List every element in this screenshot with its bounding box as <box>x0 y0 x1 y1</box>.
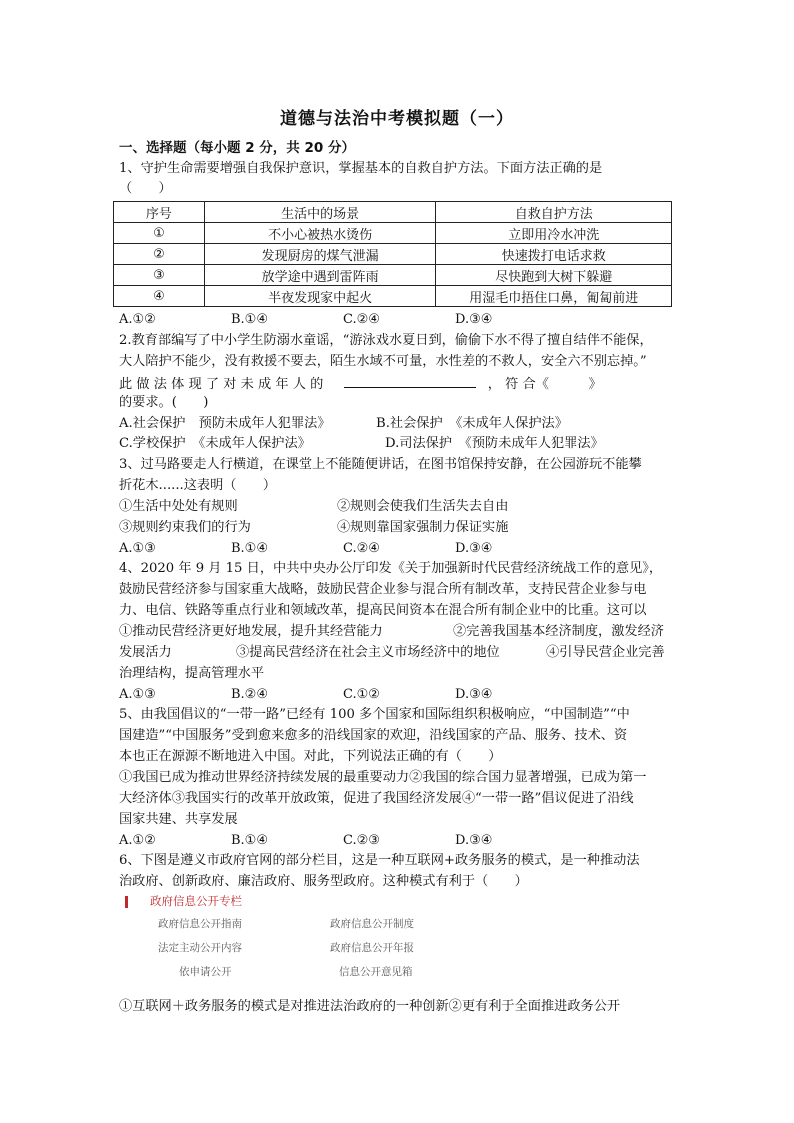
option-d[interactable]: D.③④ <box>455 687 493 702</box>
q4-line: 鼓励民营经济参与国家重大战略，鼓励民营企业参与混合所有制改革，支持民营企业参与电 <box>119 582 647 597</box>
statement: ③提高民营经济在社会主义市场经济中的地位 <box>236 645 500 660</box>
statement: ③规则约束我们的行为 <box>119 520 251 535</box>
q3-options <box>119 540 679 558</box>
q2-line <box>119 373 602 395</box>
table-cell: 放学途中遇到雷阵雨 <box>204 265 436 286</box>
portal-link-application[interactable]: 依申请公开 <box>179 966 232 978</box>
q3-line: 折花木......这表明（ ） <box>119 478 277 493</box>
q4-line: 治理结构，提高管理水平 <box>119 666 265 681</box>
table-cell: 不小心被热水烫伤 <box>204 223 436 244</box>
q1-options <box>119 311 679 329</box>
q4-line: 力、电信、铁路等重点行业和领域改革，提高民间资本在混合所有制企业中的比重。这可以 <box>119 603 647 618</box>
q3-statements <box>119 497 508 517</box>
table-cell: 快速拨打电话求救 <box>436 244 672 265</box>
table-header-cell: 生活中的场景 <box>204 202 436 223</box>
option-d[interactable]: D.③④ <box>455 833 493 848</box>
q5-line: 大经济体③我国实行的改革开放政策，促进了我国经济发展④“一带一路”倡议促进了沿线 <box>119 791 634 806</box>
answer-blank[interactable] <box>344 373 476 388</box>
option-c[interactable]: C.②④ <box>343 541 380 556</box>
option-a[interactable]: A.①③ <box>119 687 156 702</box>
option-b[interactable]: B.社会保护 《未成年人保护法》 <box>376 416 568 431</box>
statement: ④引导民营企业完善 <box>546 645 665 660</box>
table-row <box>114 244 672 265</box>
portal-accent-bar <box>125 896 128 908</box>
q3-line: 3、过马路要走人行横道，在课堂上不能随便讲话，在图书馆保持安静，在公园游玩不能攀 <box>119 457 642 472</box>
q2-line: 2.教育部编写了中小学生防溺水童谣，“游泳戏水夏日到，偷偷下水不得了擅自结伴不能保， <box>119 333 653 348</box>
table-cell: ① <box>114 223 205 244</box>
q4-options <box>119 686 679 704</box>
table-row <box>114 265 672 286</box>
section-heading: 一、选择题（每小题 2 分，共 20 分） <box>119 140 355 156</box>
option-c[interactable]: C.学校保护 《未成年人保护法》 <box>119 436 311 451</box>
statement: ②完善我国基本经济制度，激发经济 <box>453 624 664 639</box>
table-cell: 立即用冷水冲洗 <box>436 223 672 244</box>
q4-statements <box>119 622 664 642</box>
portal-link-proactive[interactable]: 法定主动公开内容 <box>158 942 242 954</box>
table-cell: ② <box>114 244 205 265</box>
q5-line: 5、由我国倡议的“一带一路”已经有 100 多个国家和国际组织积极响应，“中国制造”“中 <box>119 707 630 722</box>
table-header-row <box>114 202 672 223</box>
q2-line-part: 此 做 法 体 现 了 对 未 成 年 人 的 <box>119 377 324 392</box>
portal-link-feedback[interactable]: 信息公开意见箱 <box>339 966 413 978</box>
q4-line: 4、2020 年 9 月 15 日，中共中央办公厅印发《关于加强新时代民营经济统战工作的意见》， <box>119 561 663 576</box>
statement: ①生活中处处有规则 <box>119 499 238 514</box>
option-c[interactable]: C.①② <box>343 687 380 702</box>
option-b[interactable]: B.①④ <box>231 833 268 848</box>
option-a[interactable]: A.①③ <box>119 541 156 556</box>
gov-info-portal-image <box>125 893 505 983</box>
table-cell: ③ <box>114 265 205 286</box>
q6-line: 治政府、创新政府、廉洁政府、服务型政府。这种模式有利于（ ） <box>119 874 528 889</box>
q1-table <box>113 201 672 307</box>
option-b[interactable]: B.②④ <box>231 687 268 702</box>
option-b[interactable]: B.①④ <box>231 541 268 556</box>
page-title: 道德与法治中考模拟题（一） <box>280 109 514 129</box>
table-header-cell: 自救自护方法 <box>436 202 672 223</box>
table-cell: 发现厨房的煤气泄漏 <box>204 244 436 265</box>
q1-stem-paren: （ ） <box>119 181 172 196</box>
option-d[interactable]: D.③④ <box>455 312 493 327</box>
q6-line: 6、下图是遵义市政府官网的部分栏目，这是一种互联网+政务服务的模式，是一种推动法 <box>119 853 640 868</box>
portal-link-guide[interactable]: 政府信息公开指南 <box>158 918 242 930</box>
option-a[interactable]: A.①② <box>119 312 156 327</box>
q2-option-row <box>119 434 604 454</box>
q5-line: 本也正在源源不断地进入中国。对此，下列说法正确的有（ ） <box>119 749 502 764</box>
portal-link-system[interactable]: 政府信息公开制度 <box>330 918 414 930</box>
q2-option-row <box>119 414 568 434</box>
option-d[interactable]: D.司法保护 《预防未成年人犯罪法》 <box>385 436 604 451</box>
table-cell: ④ <box>114 286 205 307</box>
statement: 发展活力 <box>119 645 172 660</box>
table-row <box>114 286 672 307</box>
q5-line: 国家共建、共享发展 <box>119 812 238 827</box>
table-row <box>114 223 672 244</box>
option-b[interactable]: B.①④ <box>231 312 268 327</box>
table-cell: 用湿毛巾捂住口鼻，匍匐前进 <box>436 286 672 307</box>
q3-statements <box>119 518 508 538</box>
portal-link-annual-report[interactable]: 政府信息公开年报 <box>330 942 414 954</box>
q2-line-part: ， 符 合《 》 <box>487 377 602 392</box>
statement: ④规则靠国家强制力保证实施 <box>337 520 509 535</box>
q2-line: 大人陪护不能少，没有救援不要去，陌生水域不可量，水性差的不救人，安全六不别忘掉。” <box>119 354 647 369</box>
option-a[interactable]: A.①② <box>119 833 156 848</box>
q1-stem: 1、守护生命需要增强自我保护意识，掌握基本的自救自护方法。下面方法正确的是 <box>119 161 603 176</box>
q4-statements <box>119 643 665 663</box>
option-c[interactable]: C.②③ <box>343 833 380 848</box>
q6-line: ①互联网＋政务服务的模式是对推进法治政府的一种创新②更有利于全面推进政务公开 <box>119 999 621 1014</box>
option-a[interactable]: A.社会保护 预防未成年人犯罪法》 <box>119 416 331 431</box>
statement: ②规则会使我们生活失去自由 <box>337 499 509 514</box>
option-c[interactable]: C.②④ <box>343 312 380 327</box>
statement: ①推动民营经济更好地发展，提升其经营能力 <box>119 624 383 639</box>
q5-line: ①我国已成为推动世界经济持续发展的最重要动力②我国的综合国力显著增强，已成为第一 <box>119 770 647 785</box>
portal-heading: 政府信息公开专栏 <box>150 894 242 908</box>
option-d[interactable]: D.③④ <box>455 541 493 556</box>
q5-line: 国建造”“中国服务”受到愈来愈多的沿线国家的欢迎，沿线国家的产品、服务、技术、资 <box>119 728 628 743</box>
q2-line: 的要求。( ) <box>119 395 209 410</box>
table-cell: 尽快跑到大树下躲避 <box>436 265 672 286</box>
q5-options <box>119 832 679 850</box>
table-header-cell: 序号 <box>114 202 205 223</box>
table-cell: 半夜发现家中起火 <box>204 286 436 307</box>
